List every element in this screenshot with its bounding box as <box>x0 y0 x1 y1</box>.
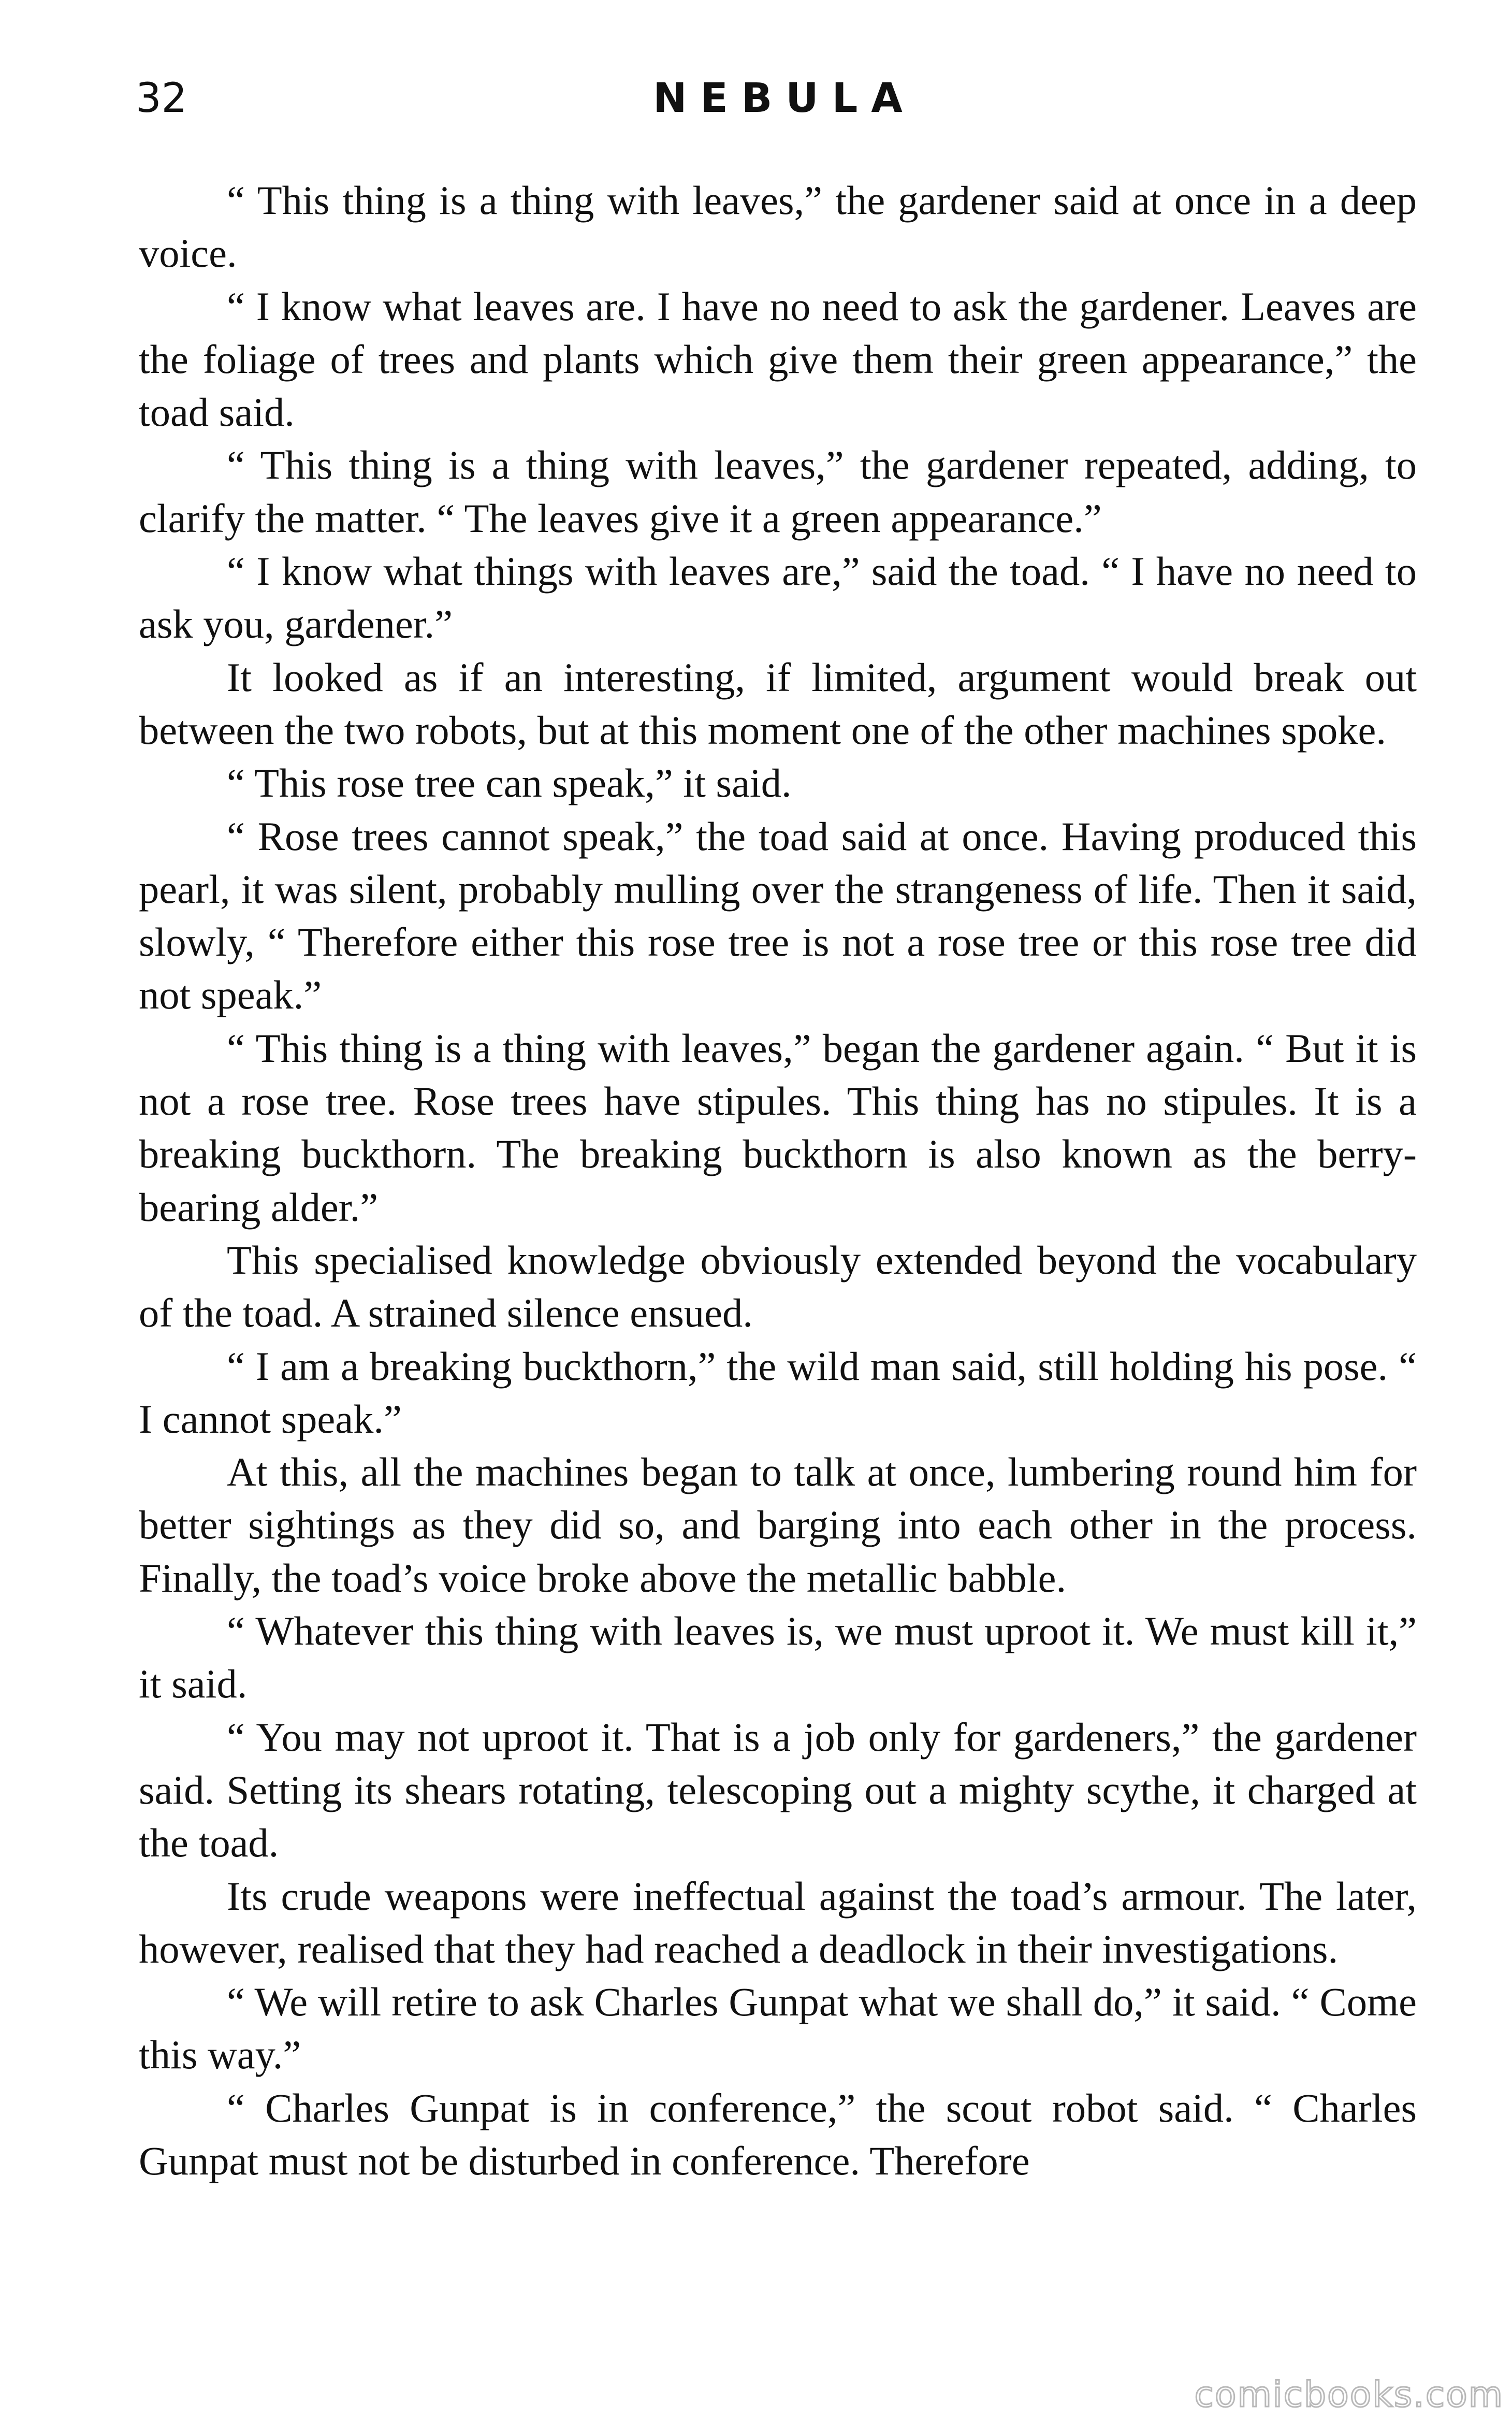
paragraph: This specialised knowledge obviously extended beyond the vocabulary of the toad. A strained silence ensued. <box>139 1237 1417 1336</box>
body-text <box>139 174 1417 2187</box>
paragraph: “ This thing is a thing with leaves,” the gardener said at once in a deep voice. <box>139 178 1417 276</box>
paragraph: “ Whatever this thing with leaves is, we must uproot it. We must kill it,” it said. <box>139 1608 1417 1707</box>
site-watermark: comicbooks.com <box>1194 2374 1504 2415</box>
paragraph: “ I know what leaves are. I have no need to ask the gardener. Leaves are the foliage of trees and plants which give them their green appearance,” the toad said. <box>139 283 1417 435</box>
paragraph: “ Rose trees cannot speak,” the toad said at once. Having produced this pearl, it was silent, probably mulling over the strangeness of life. Then it said, slowly, “ Therefore either this rose tree is not a rose tree or this rose tree did not speak.” <box>139 813 1417 1018</box>
running-title: NEBULA <box>653 75 916 122</box>
paragraph: “ I know what things with leaves are,” said the toad. “ I have no need to ask you, gardener.” <box>139 549 1417 647</box>
paragraph: At this, all the machines began to talk at once, lumbering round him for better sightings as they did so, and barging into each other in the process. Finally, the toad’s voice broke above the metallic babble. <box>139 1449 1417 1601</box>
book-page <box>136 0 1417 2420</box>
paragraph: “ This thing is a thing with leaves,” the gardener repeated, adding, to clarify the matter. “ The leaves give it a green appearance.” <box>139 442 1417 541</box>
paragraph: Its crude weapons were ineffectual against the toad’s armour. The later, however, realised that they had reached a deadlock in their investigations. <box>139 1873 1417 1971</box>
paragraph: “ This rose tree can speak,” it said. <box>227 760 792 806</box>
page-number: 32 <box>136 75 187 122</box>
paragraph: It looked as if an interesting, if limited, argument would break out between the two robots, but at this moment one of the other machines spoke. <box>139 654 1417 753</box>
paragraph: “ I am a breaking buckthorn,” the wild man said, still holding his pose. “ I cannot speak.” <box>139 1343 1417 1442</box>
page-header <box>136 67 1417 129</box>
paragraph: “ Charles Gunpat is in conference,” the scout robot said. “ Charles Gunpat must not be disturbed in conference. Therefore <box>139 2085 1417 2183</box>
paragraph: “ You may not uproot it. That is a job only for gardeners,” the gardener said. Setting its shears rotating, telescoping out a mighty scythe, it charged at the toad. <box>139 1714 1417 1866</box>
paragraph: “ This thing is a thing with leaves,” began the gardener again. “ But it is not a rose tree. Rose trees have stipules. This thing has no stipules. It is a breaking buckthorn. The breaking buckthorn is also known as the berry-bearing alder.” <box>139 1025 1417 1230</box>
paragraph: “ We will retire to ask Charles Gunpat what we shall do,” it said. “ Come this way.” <box>139 1979 1417 2078</box>
